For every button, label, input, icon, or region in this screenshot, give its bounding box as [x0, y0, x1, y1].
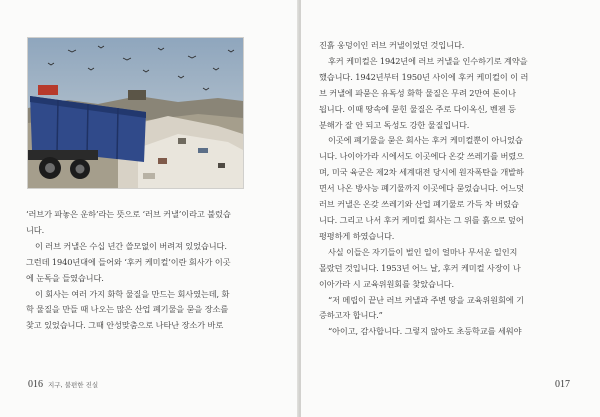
text-line: 니다. 나이아가라 시에서도 이곳에다 온갖 쓰레기를 버렸으 — [319, 151, 524, 162]
page-number-left: 016 — [28, 379, 43, 390]
text-line: 러브 커낼은 온갖 쓰레기와 산업 폐기물로 가득 차 버렸습 — [319, 199, 519, 210]
text-line: 진흙 웅덩이인 러브 커낼이었던 것입니다. — [319, 40, 465, 50]
text-line: 평평하게 하였습니다. — [319, 230, 395, 241]
right-page — [301, 0, 600, 417]
text-line: 분해가 잘 안 되고 독성도 강한 물질입니다. — [319, 119, 470, 130]
left-page — [0, 0, 299, 417]
landfill-truck-photo-icon — [28, 38, 243, 188]
text-line: 사실 이들은 자기들이 벌인 일이 얼마나 무서운 일인지 — [328, 246, 518, 257]
text-line: 며, 미국 육군은 제2차 세계대전 당시에 원자폭탄을 개발하 — [319, 167, 524, 178]
text-line: 브 커낼에 파묻은 유독성 화학 물질은 무려 2만여 톤이나 — [319, 87, 516, 98]
text-line: 그런데 1940년대에 들어와 ‘후커 케미컬’이란 회사가 이곳 — [26, 256, 231, 267]
text-line: 몰랐던 것입니다. 1953년 어느 날, 후커 케미컬 사장이 나 — [319, 262, 521, 273]
page-number-right: 017 — [555, 379, 570, 390]
text-line: 학 물질을 만들 때 나오는 많은 산업 폐기물을 묻을 장소를 — [26, 304, 229, 315]
text-line: 이 러브 커낼은 수십 년간 쓸모없이 버려져 있었습니다. — [35, 240, 227, 251]
text-line: 이 회사는 여러 가지 화학 물질을 만드는 회사였는데, 화 — [35, 288, 230, 299]
text-line: 이아가라 시 교육위원회를 찾았습니다. — [319, 278, 454, 289]
text-line: 니다. 그리고 나서 후커 케미컬 회사는 그 위를 흙으로 덮어 — [319, 214, 524, 225]
running-title: 지구, 불편한 진실 — [48, 381, 99, 389]
body-text-right — [319, 38, 569, 340]
text-line: 후커 케미컬은 1942년에 러브 커낼을 인수하기로 계약을 — [328, 55, 528, 66]
text-line: “저 메립이 끝난 러브 커낼과 주변 땅을 교육위원회에 기 — [328, 294, 524, 305]
text-line: 면서 나온 방사능 폐기물까지 이곳에다 묻었습니다. 어느덧 — [319, 183, 524, 194]
text-line: 에 눈독을 들였습니다. — [26, 272, 104, 283]
text-line: 니다. — [26, 224, 45, 235]
landfill-photo — [28, 38, 243, 188]
text-line: 됩니다. 이때 땅속에 묻힌 물질은 주로 다이옥신, 벤젠 등 — [319, 103, 516, 114]
text-line: 찾고 있었습니다. 그때 안성맞춤으로 나타난 장소가 바로 — [26, 320, 224, 331]
text-line: 증하고자 합니다.” — [319, 310, 383, 321]
text-line: 이곳에 폐기물을 묻은 회사는 후커 케미컬뿐이 아니었습 — [328, 135, 523, 146]
text-line: ‘러브가 파놓은 운하’라는 뜻으로 ‘러브 커낼’이라고 불렀습 — [26, 209, 231, 219]
body-text-left — [26, 207, 276, 334]
text-line: 했습니다. 1942년부터 1950년 사이에 후커 케미컬이 이 러 — [319, 71, 529, 82]
text-line: “아이고, 감사합니다. 그렇지 않아도 초등학교를 세워야 — [328, 326, 522, 337]
